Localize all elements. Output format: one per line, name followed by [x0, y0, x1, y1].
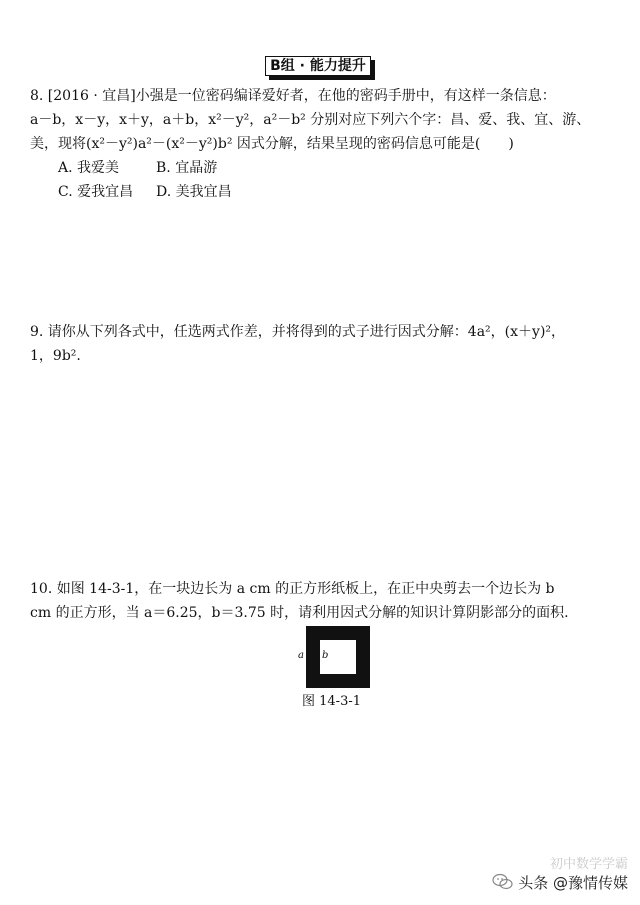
question-9	[30, 320, 620, 368]
question-9-line-1: 9. 请你从下列各式中，任选两式作差，并将得到的式子进行因式分解：4a²，(x＋y)²，	[30, 324, 566, 340]
question-8-line-3: 美，现将(x²－y²)a²－(x²－y²)b² 因式分解，结果呈现的密码信息可能是( )	[30, 136, 514, 152]
question-10-line-1: 10. 如图 14-3-1，在一块边长为 a cm 的正方形纸板上，在正中央剪去一个边长为 b	[30, 581, 555, 597]
question-8-line-2: a－b，x－y，x＋y，a＋b，x²－y²，a²－b² 分别对应下列六个字：昌、爱、我、宜、游、	[30, 112, 591, 128]
option-c: C. 爱我宜昌	[58, 184, 134, 200]
watermark-faint-text: 初中数学学霸	[549, 857, 628, 872]
figure-label-b: b	[322, 650, 329, 661]
question-10	[30, 577, 620, 625]
option-d: D. 美我宜昌	[156, 184, 232, 200]
question-8-options-row-2	[30, 180, 620, 204]
question-8-options-row-1	[30, 156, 620, 180]
question-8-line-1: 8. [2016 · 宜昌]小强是一位密码编译爱好者，在他的密码手册中，有这样一条信息：	[30, 88, 556, 104]
option-b: B. 宜晶游	[156, 160, 218, 176]
question-10-line-2: cm 的正方形，当 a＝6.25，b＝3.75 时，请利用因式分解的知识计算阴影部分的面积.	[30, 605, 569, 621]
watermark	[492, 857, 628, 897]
question-8	[30, 84, 620, 204]
figure-square-frame	[306, 626, 370, 688]
wechat-bubble-icon	[492, 873, 514, 891]
option-a: A. 我爱美	[58, 160, 120, 176]
figure-caption: 图 14-3-1	[302, 694, 362, 709]
watermark-text: 头条 @豫情传媒	[518, 873, 628, 892]
section-title: B组 · 能力提升	[265, 56, 371, 76]
question-9-line-2: 1，9b².	[30, 348, 81, 364]
figure-label-a: a	[298, 650, 304, 661]
section-header	[265, 56, 377, 80]
